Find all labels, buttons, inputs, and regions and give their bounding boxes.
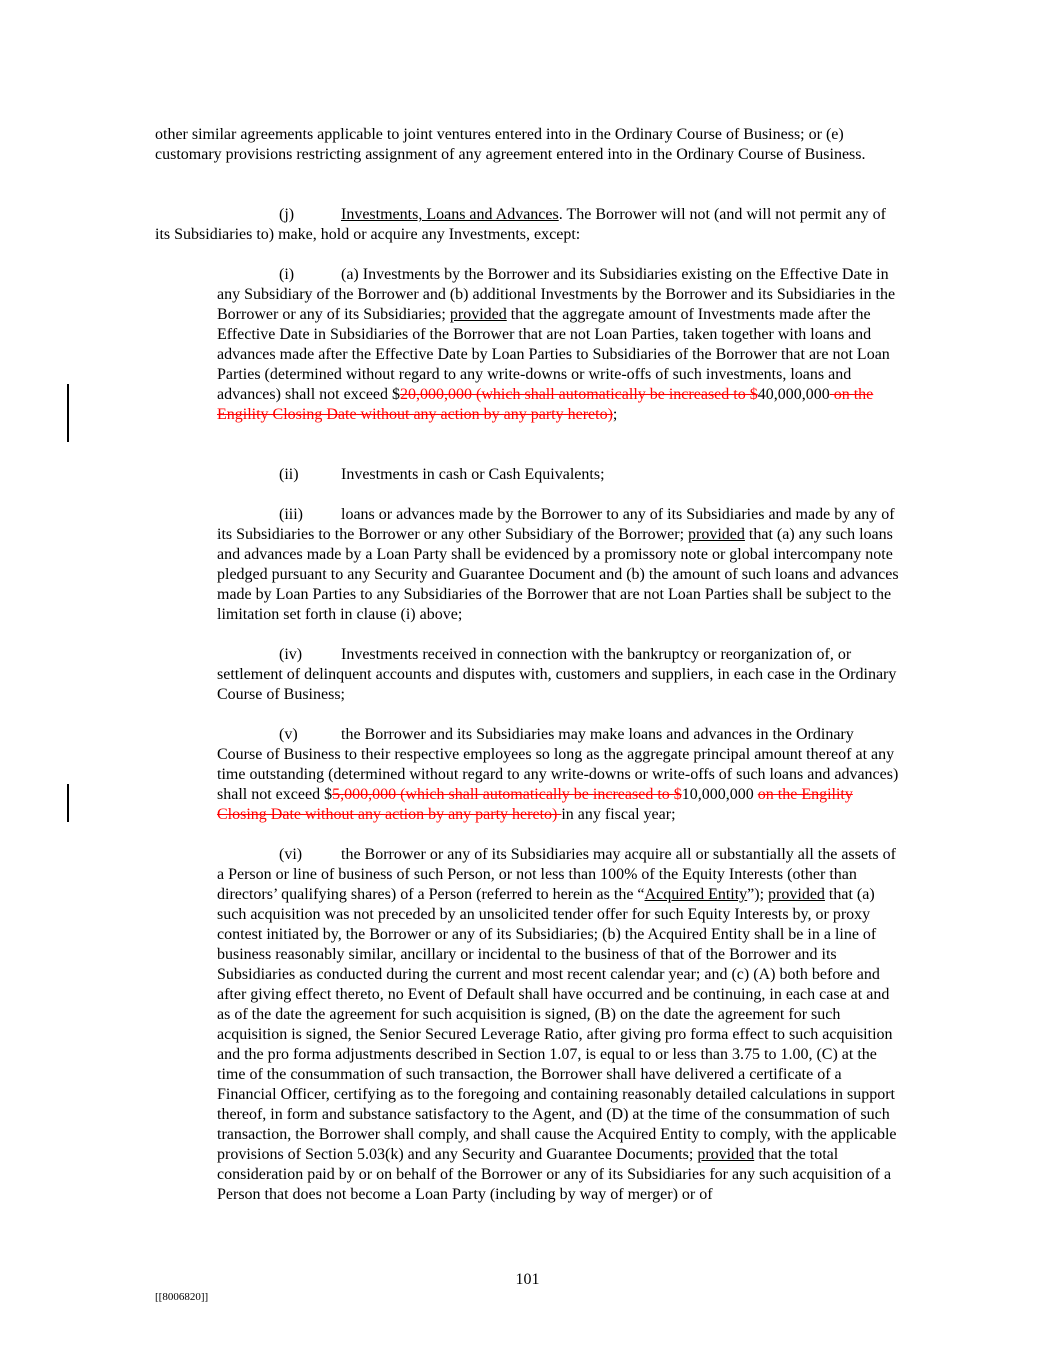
item-vi-text-2: ”); [747,886,769,903]
deleted-text: on the Engility Closing Date without any action by any party hereto) [217,386,874,423]
item-iii [217,505,902,625]
section-j [155,205,900,245]
item-ii-number: (ii) [279,466,299,483]
item-iii-number: (iii) [279,506,303,523]
item-iii-text-1: loans or advances made by the Borrower to any of its Subsidiaries and made by any of its Subsidiaries to the Borrower or any other Subsidiary of the Borrower; [217,506,895,543]
deleted-text: 20,000,000 (which shall automatically be increased to $ [400,386,758,403]
acquired-entity-term: Acquired Entity [644,886,748,903]
deleted-text: 5,000,000 (which shall automatically be increased to $ [332,786,682,803]
document-id: [[8006820]] [155,1291,209,1303]
item-i-amount: 40,000,000 [757,386,830,403]
item-ii [217,465,902,485]
provided-term: provided [688,526,745,543]
item-ii-text: Investments in cash or Cash Equivalents; [341,466,605,483]
item-i-text-2: that the aggregate amount of Investments made after the Effective Date in Subsidiaries of the Borrower that are not Loan Parties, taken together with loans and advances made after the Effective Date by Loan Parties to Subsidiaries of the Borrower that are not Loan Parties (determined without regard to any write-downs or write-offs of such investments, loans and advances) shall not exceed $ [217,306,890,403]
page-number: 101 [515,1271,540,1288]
item-vi-text-1: the Borrower or any of its Subsidiaries may acquire all or substantially all the assets of a Person or line of business of such Person, or not less than 100% of the Equity Interests (other than directors’ qualifying shares) of a Person (referred to herein as the “ [217,846,896,903]
item-v-number: (v) [279,726,298,743]
item-vi [217,845,902,1205]
item-v-text-1: the Borrower and its Subsidiaries may make loans and advances in the Ordinary Course of Business to their respective employees so long as the aggregate principal amount thereof at any time outstanding (determined without regard to any write-downs or write-offs of such loans and advances) shall not exceed $ [217,726,899,803]
item-vi-text-4: that the total consideration paid by or on behalf of the Borrower or any of its Subsidiaries for any such acquisition of a Person that does not become a Loan Party (including by way of merger) or of [217,1146,892,1203]
item-i-number: (i) [279,266,295,283]
section-j-number: (j) [279,206,295,223]
intro-paragraph: other similar agreements applicable to joint ventures entered into in the Ordinary Course of Business; or (e) customary provisions restricting assignment of any agreement entered into in the Ordinary Course of Business. [155,126,866,163]
item-i-text-1: (a) Investments by the Borrower and its Subsidiaries existing on the Effective Date in any Subsidiary of the Borrower and (b) additional Investments by the Borrower and its Subsidiaries in the Borrower or any of its Subsidiaries; [217,266,896,323]
provided-term: provided [768,886,825,903]
item-vi-number: (vi) [279,846,303,863]
item-v [217,725,902,825]
item-iii-text-2: that (a) any such loans and advances made by a Loan Party shall be evidenced by a promissory note or global intercompany note pledged pursuant to any Security and Guarantee Document and (b) the amount of such loans and advances made by Loan Parties to any Subsidiaries of the Borrower that are not Loan Parties shall be subject to the limitation set forth in clause (i) above; [217,526,899,623]
item-i-text-3: ; [612,406,618,423]
item-v-text-2: in any fiscal year; [561,806,676,823]
item-iv [217,645,902,705]
item-iv-number: (iv) [279,646,303,663]
change-bar [67,784,69,822]
deleted-text: on the Engility Closing Date without any action by any party hereto) [217,786,853,823]
item-i [217,265,902,425]
provided-term: provided [449,306,507,323]
section-j-text: . The Borrower will not (and will not permit any of its Subsidiaries to) make, hold or acquire any Investments, except: [155,206,886,243]
item-iv-text: Investments received in connection with the bankruptcy or reorganization of, or settlement of delinquent accounts and disputes with, customers and suppliers, in each case in the Ordinary Course of Business; [217,646,897,703]
item-vi-text-3: that (a) such acquisition was not preceded by an unsolicited tender offer for such Equity Interests by, or proxy contest initiated by, the Borrower or any of its Subsidiaries; (b) the Acquired Entity shall be in a line of business reasonably similar, ancillary or incidental to the business of that of the Borrower and its Subsidiaries as conducted during the current and most recent calendar year; and (c) (A) both before and after giving effect thereto, no Event of Default shall have occurred and be continuing, in each case at and as of the date the agreement for such acquisition is signed, (B) on the date the agreement for such acquisition is signed, the Senior Secured Leverage Ratio, after giving pro forma effect to such acquisition and the pro forma adjustments described in Section 1.07, is equal to or less than 3.75 to 1.00, (C) at the time of the consummation of such transaction, the Borrower shall have delivered a certificate of a Financial Officer, certifying as to the foregoing and containing reasonably detailed calculations in support thereof, in form and substance satisfactory to the Agent, and (D) at the time of the consummation of such transaction, the Borrower shall comply, and shall cause the Acquired Entity to comply, with the applicable provisions of Section 5.03(k) and any Security and Guarantee Documents; [217,886,897,1163]
item-v-amount: 10,000,000 [681,786,758,803]
section-j-heading: Investments, Loans and Advances [341,206,559,223]
change-bar [67,384,69,442]
provided-term: provided [697,1146,755,1163]
